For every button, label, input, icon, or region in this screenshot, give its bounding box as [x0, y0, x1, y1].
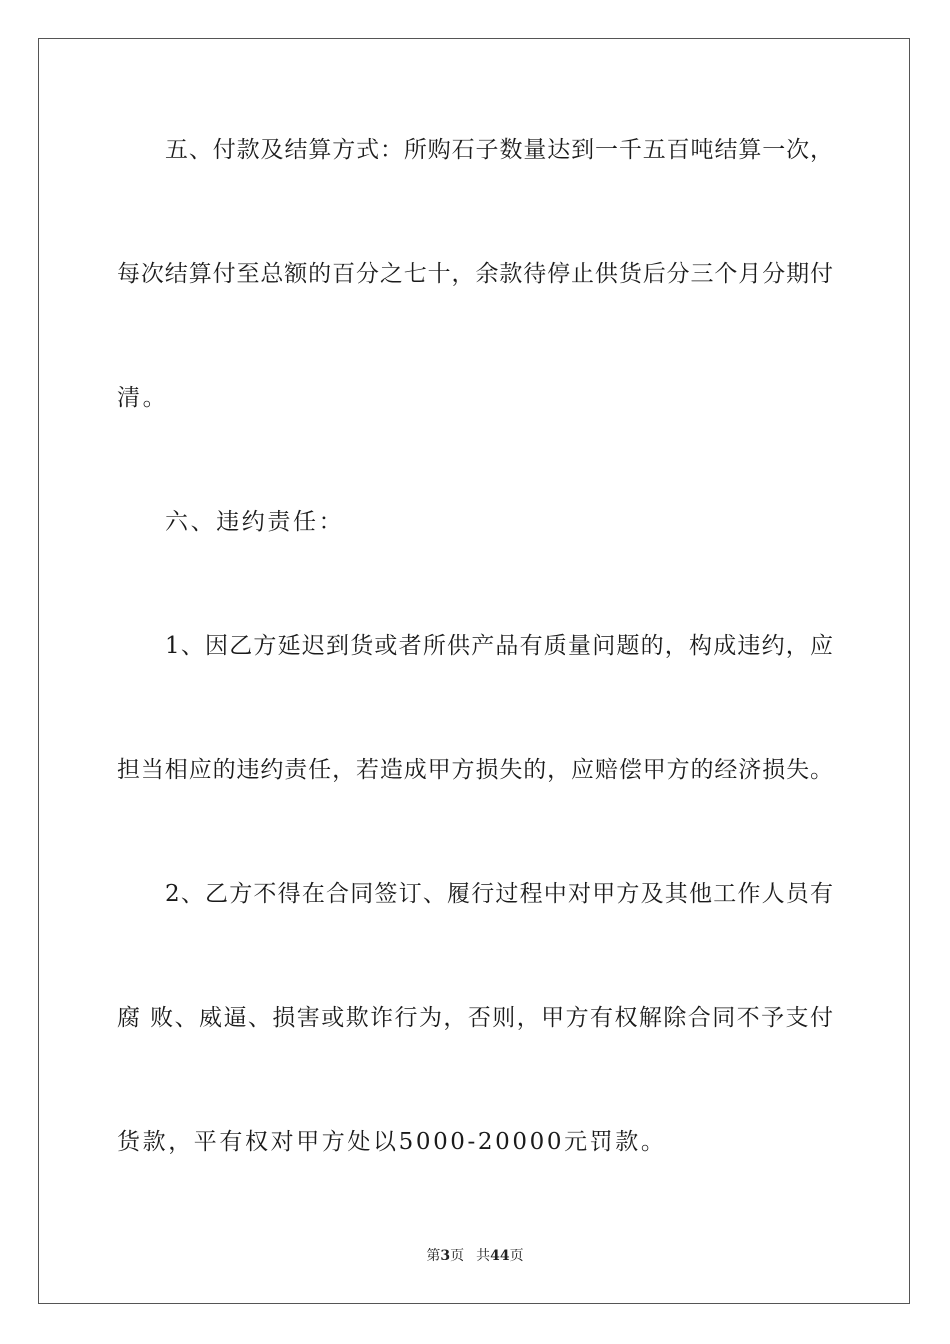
footer-total-prefix: 共: [476, 1248, 491, 1264]
paragraph-line: 每次结算付至总额的百分之七十，余款待停止供货后分三个月分期付: [117, 261, 833, 287]
footer-total-pages: 44: [490, 1248, 510, 1264]
paragraph-line: 2、乙方不得在合同签订、履行过程中对甲方及其他工作人员有: [165, 881, 833, 907]
paragraph-line: 1、因乙方延迟到货或者所供产品有质量问题的，构成违约，应: [165, 633, 833, 659]
paragraph-line: 货款，平有权对甲方处以5000-20000元罚款。: [117, 1129, 667, 1155]
footer-page-prefix: 第: [426, 1248, 441, 1264]
paragraph-line: 五、付款及结算方式：所购石子数量达到一千五百吨结算一次，: [165, 137, 833, 163]
page-footer: [0, 1247, 950, 1265]
paragraph-line: 清。: [117, 385, 169, 411]
footer-page-number: 3: [440, 1248, 451, 1264]
footer-page-suffix: 页: [450, 1248, 465, 1264]
page-frame: [38, 38, 910, 1304]
paragraph-line: 腐 败、威逼、损害或欺诈行为，否则，甲方有权解除合同不予支付: [117, 1005, 833, 1031]
section-heading: 六、违约责任：: [165, 509, 345, 535]
paragraph-line: 担当相应的违约责任，若造成甲方损失的，应赔偿甲方的经济损失。: [117, 757, 833, 783]
footer-total-suffix: 页: [509, 1248, 524, 1264]
